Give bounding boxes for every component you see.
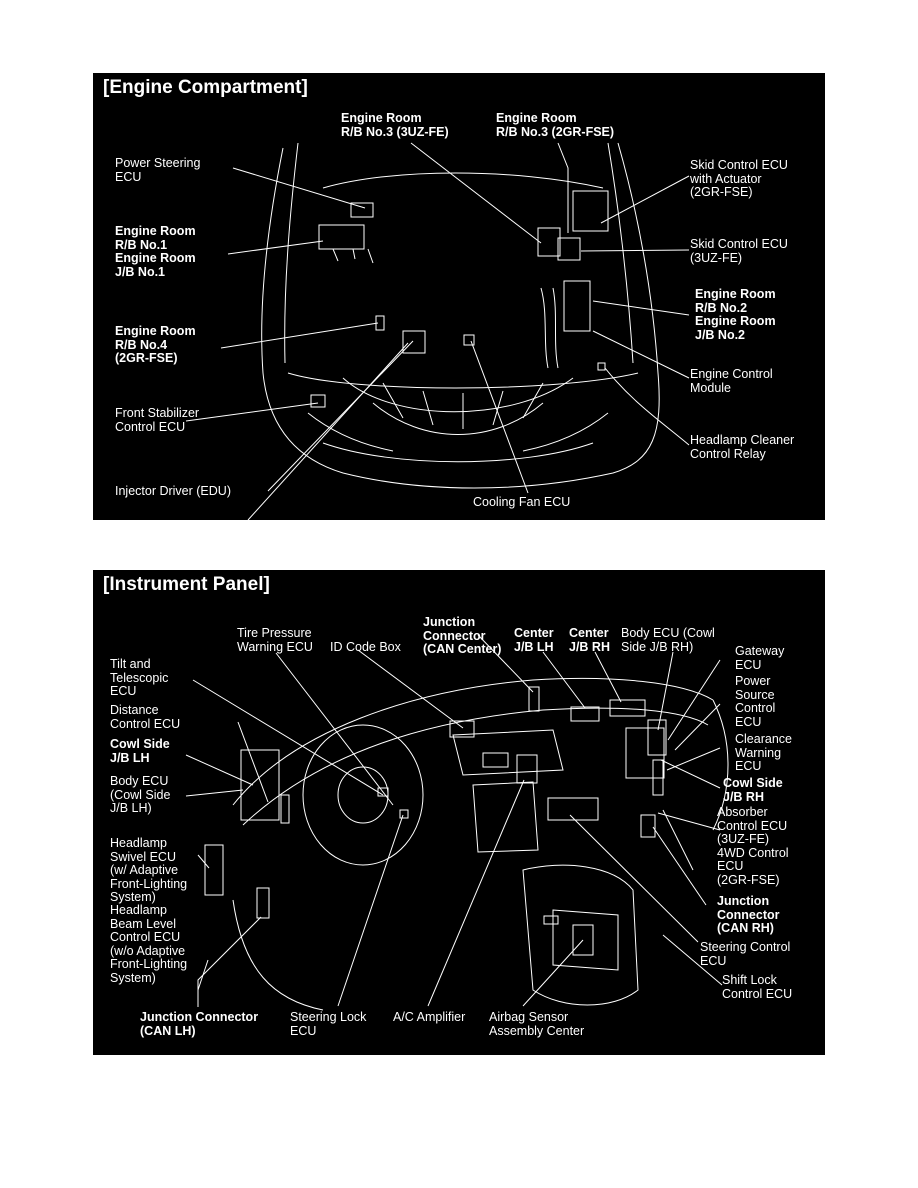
label-line: Module <box>690 380 731 395</box>
label-line: ECU <box>735 714 762 729</box>
label-line: Skid Control ECU <box>690 158 788 172</box>
label-engine-room-rb2-jb2 <box>695 288 776 342</box>
label-engine-room-rb3-3uz <box>341 112 449 139</box>
label-line: (Cowl Side <box>110 787 171 802</box>
label-line: Skid Control ECU <box>690 237 788 251</box>
label-cowl-side-jb-rh <box>723 777 783 804</box>
label-line: Front-Lighting <box>110 876 188 891</box>
label-line: J/B LH) <box>110 801 152 815</box>
label-line: ECU <box>735 657 762 672</box>
label-line: Beam Level <box>110 916 177 931</box>
label-line: ID Code Box <box>330 640 401 654</box>
label-line: ECU <box>110 684 137 698</box>
label-line: Tilt and <box>110 657 151 671</box>
label-line: Cowl Side <box>723 776 783 790</box>
label-line: Control ECU <box>722 986 793 1001</box>
label-line: Swivel ECU <box>110 849 176 864</box>
label-line: R/B No.1 <box>115 237 168 252</box>
label-line: Engine Room <box>496 111 577 125</box>
label-line: Control Relay <box>690 446 766 461</box>
label-line: (3UZ-FE) <box>717 832 770 846</box>
label-line: Steering Control <box>700 940 791 954</box>
label-line: Junction <box>423 615 476 629</box>
label-injector-driver <box>115 485 231 499</box>
label-junction-can-rh <box>717 895 780 936</box>
label-line: Control ECU <box>110 930 181 944</box>
label-line: Power <box>735 674 771 688</box>
label-line: J/B No.1 <box>115 264 166 279</box>
label-line: (2GR-FSE) <box>717 872 780 887</box>
label-line: Front-Lighting <box>110 957 188 971</box>
label-line: Absorber <box>717 805 768 819</box>
label-cowl-side-jb-lh <box>110 738 170 765</box>
label-absorber-4wd-ecu <box>717 806 789 887</box>
label-line: R/B No.3 (2GR-FSE) <box>496 124 615 139</box>
label-line: Cooling Fan ECU <box>473 495 571 509</box>
label-line: (CAN LH) <box>140 1023 196 1038</box>
instrument-panel <box>93 570 825 1055</box>
label-line: Body ECU (Cowl <box>621 626 715 640</box>
label-skid-control-3uz <box>690 238 788 265</box>
instrument-panel-title: [Instrument Panel] <box>103 574 270 595</box>
label-distance-control-ecu <box>110 704 180 731</box>
label-gateway-ecu <box>735 645 784 672</box>
label-line: Engine Room <box>695 314 776 328</box>
label-line: Side J/B RH) <box>621 639 694 654</box>
label-line: ECU <box>717 859 744 873</box>
label-line: Connector <box>423 628 486 643</box>
label-line: Assembly Center <box>489 1023 585 1038</box>
label-line: J/B RH <box>723 789 764 804</box>
label-line: Control ECU <box>110 716 181 731</box>
label-line: Source <box>735 687 775 702</box>
label-line: Headlamp Cleaner <box>690 433 795 447</box>
label-line: J/B LH <box>110 750 150 765</box>
label-line: Control ECU <box>115 419 186 434</box>
label-line: 4WD Control <box>717 845 789 860</box>
label-line: (2GR-FSE) <box>690 185 753 199</box>
label-line: System) <box>110 970 156 985</box>
label-id-code-box <box>330 641 401 655</box>
label-line: ECU <box>115 169 142 184</box>
label-line: Power Steering <box>115 156 201 170</box>
label-line: (3UZ-FE) <box>690 250 743 265</box>
label-line: Connector <box>717 907 780 922</box>
label-line: System) <box>110 890 156 904</box>
label-line: J/B LH <box>514 639 554 654</box>
label-engine-room-rb3-2gr <box>496 112 614 139</box>
engine-compartment-title: [Engine Compartment] <box>103 77 308 98</box>
label-line: Center <box>569 626 609 640</box>
label-center-jb-lh <box>514 627 554 654</box>
label-line: ECU <box>735 759 762 773</box>
label-line: Body ECU <box>110 774 169 788</box>
label-line: Engine Room <box>115 224 196 238</box>
label-line: J/B No.2 <box>695 327 746 342</box>
label-cooling-fan-ecu <box>473 496 570 510</box>
label-shift-lock-ecu <box>722 974 792 1001</box>
label-power-source-ecu <box>735 675 775 729</box>
label-headlamp-swivel-ecu <box>110 837 187 905</box>
label-line: Injector Driver (EDU) <box>115 484 231 498</box>
label-skid-control-actuator <box>690 159 788 200</box>
label-line: Cowl Side <box>110 737 170 751</box>
label-junction-can-lh <box>140 1011 258 1038</box>
label-line: Gateway <box>735 644 785 658</box>
label-line: Center <box>514 626 554 640</box>
label-line: Engine Room <box>341 111 422 125</box>
label-line: with Actuator <box>690 171 762 186</box>
label-line: (w/o Adaptive <box>110 943 186 958</box>
label-engine-control-module <box>690 368 773 395</box>
label-line: Engine Control <box>690 367 773 381</box>
label-junction-can-center <box>423 616 501 657</box>
label-line: (2GR-FSE) <box>115 351 178 365</box>
label-line: Tire Pressure <box>237 626 312 640</box>
label-line: A/C Amplifier <box>393 1010 466 1024</box>
label-line: Headlamp <box>110 903 167 917</box>
label-line: Control <box>735 701 776 715</box>
label-clearance-warning-ecu <box>735 733 792 774</box>
label-line: Shift Lock <box>722 973 777 987</box>
label-engine-room-rb4 <box>115 325 196 366</box>
label-line: Distance <box>110 703 159 717</box>
label-headlamp-beam-level-ecu <box>110 904 187 985</box>
label-line: ECU <box>290 1023 317 1038</box>
label-headlamp-cleaner-relay <box>690 434 794 461</box>
label-ac-amplifier <box>393 1011 465 1025</box>
label-line: Telescopic <box>110 670 169 685</box>
label-line: Junction <box>717 894 770 908</box>
label-body-ecu-rh <box>621 627 715 654</box>
label-line: R/B No.4 <box>115 337 168 352</box>
label-center-jb-rh <box>569 627 610 654</box>
label-tilt-telescopic-ecu <box>110 658 168 699</box>
label-line: Warning <box>735 745 782 760</box>
label-line: Engine Room <box>115 251 196 265</box>
label-tire-pressure-ecu <box>237 627 313 654</box>
label-line: Steering Lock <box>290 1010 367 1024</box>
label-line: Airbag Sensor <box>489 1010 569 1024</box>
label-line: Junction Connector <box>140 1010 259 1024</box>
label-line: Engine Room <box>695 287 776 301</box>
label-body-ecu-lh <box>110 775 170 816</box>
label-airbag-sensor <box>489 1011 584 1038</box>
label-line: Clearance <box>735 732 792 746</box>
label-line: Engine Room <box>115 324 196 338</box>
label-engine-room-rb1-jb1 <box>115 225 196 279</box>
label-power-steering-ecu <box>115 157 200 184</box>
label-line: J/B RH <box>569 639 610 654</box>
label-line: R/B No.2 <box>695 300 748 315</box>
label-line: (CAN Center) <box>423 642 502 656</box>
label-steering-control-ecu <box>700 941 790 968</box>
label-line: ECU <box>700 953 727 968</box>
label-front-stabilizer-ecu <box>115 407 199 434</box>
label-steering-lock-ecu <box>290 1011 366 1038</box>
engine-compartment-panel <box>93 73 825 520</box>
label-line: Warning ECU <box>237 639 313 654</box>
label-line: (CAN RH) <box>717 921 774 935</box>
label-line: R/B No.3 (3UZ-FE) <box>341 124 449 139</box>
label-line: Headlamp <box>110 836 167 850</box>
label-line: Front Stabilizer <box>115 406 200 420</box>
label-line: Control ECU <box>717 818 788 833</box>
label-line: (w/ Adaptive <box>110 863 179 877</box>
